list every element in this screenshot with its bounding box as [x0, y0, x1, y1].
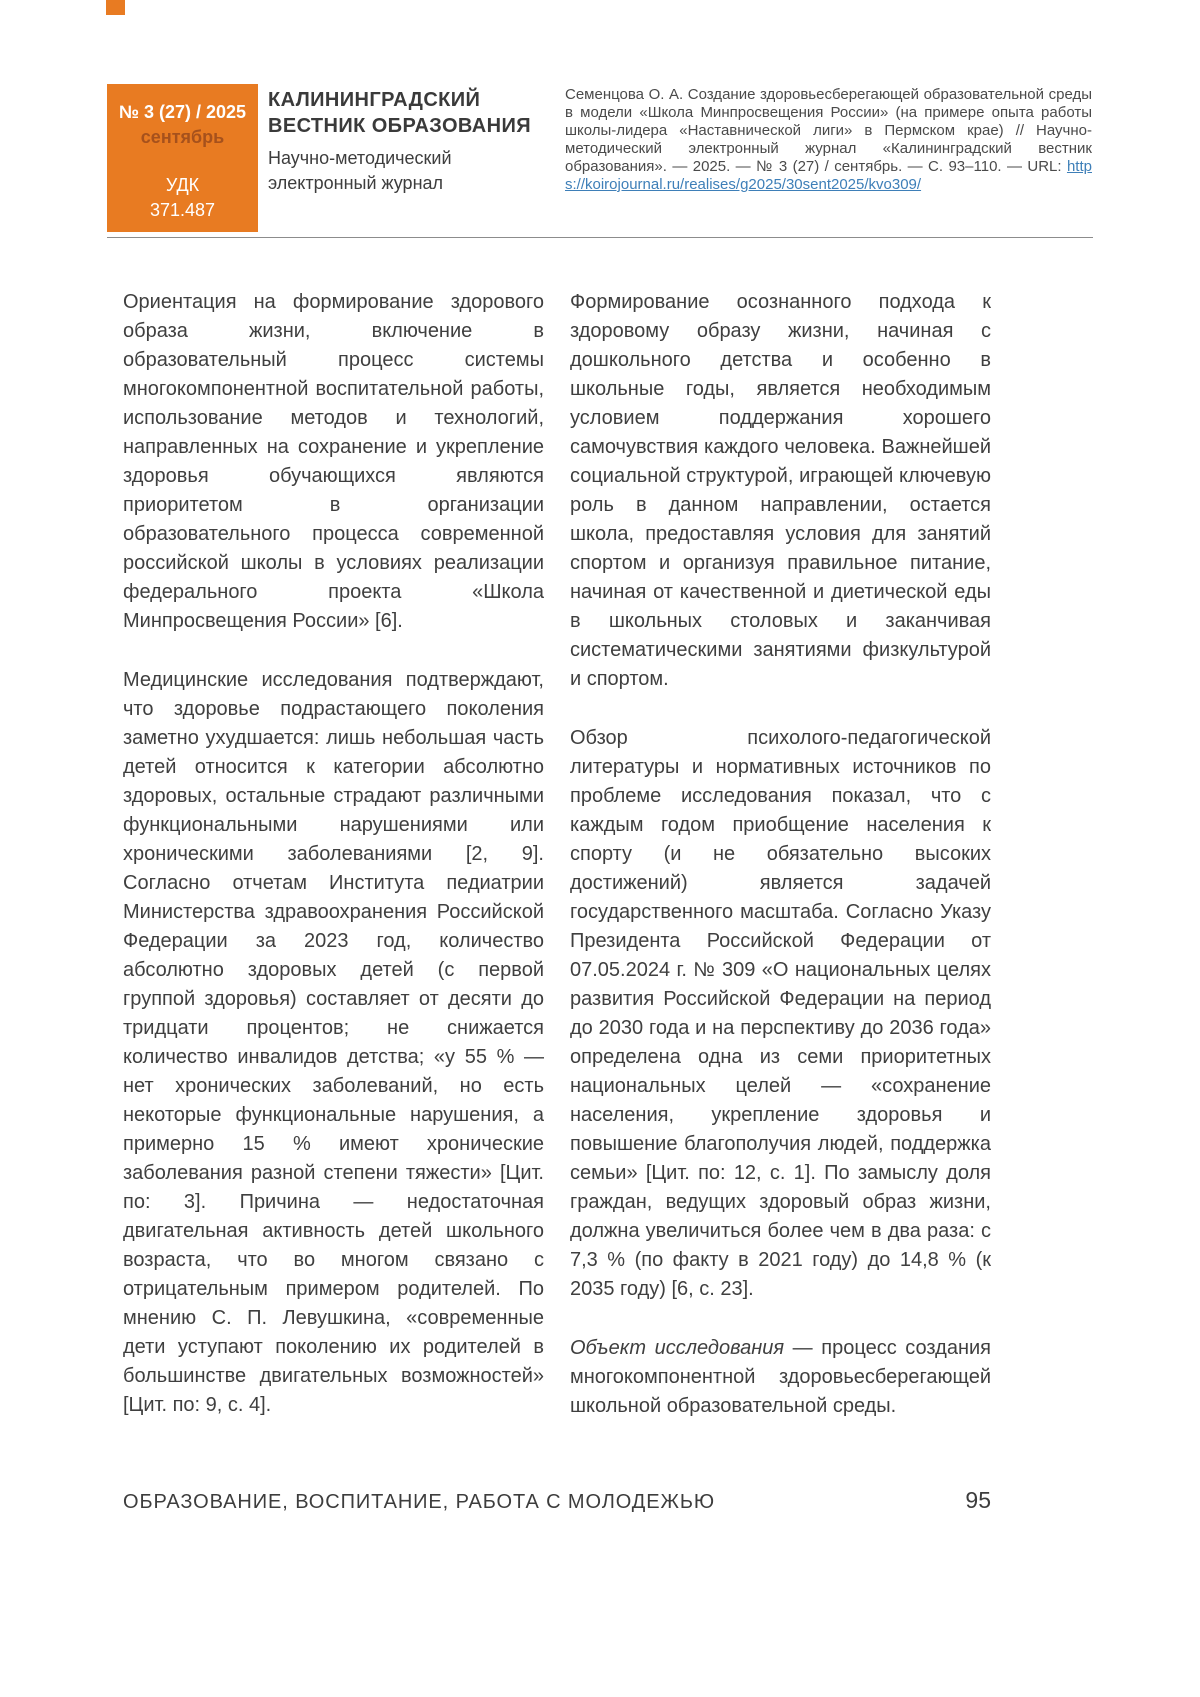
right-column [570, 288, 991, 1421]
udc-label: УДК [165, 175, 200, 195]
paragraph-object-of-research [570, 1334, 991, 1421]
issue-number: № 3 (27) / 2025 [118, 102, 247, 122]
paragraph: Медицинские исследования подтверждают, что здоровье подрастающего поколения заметно ухудшается: лишь небольшая часть детей относится к категории абсолютно здоровых, остальные страдают различными функциональными нарушениями или хроническими заболеваниями [2, 9]. Согласно отчетам Института педиатрии Министерства здравоохранения Российской Федерации за 2023 год, количество абсолютно здоровых детей (с первой группой здоровья) составляет от десяти до тридцати процентов; не снижается количество инвалидов детства; «у 55 % — нет хронических заболеваний, но есть некоторые функциональные нарушения, а примерно 15 % имеют хронические заболевания разной степени тяжести» [Цит. по: 3]. Причина — недостаточная двигательная активность детей школьного возраста, что во многом связано с отрицательным примером родителей. По мнению С. П. Левушкина, «современные дети уступают поколению их родителей в большинстве двигательных возможностей» [Цит. по: 9, с. 4]. [123, 669, 544, 1416]
udc-number: 371.487 [149, 200, 216, 220]
paragraph: Ориентация на формирование здорового образа жизни, включение в образовательный процесс системы многокомпонентной воспитательной работы, использование методов и технологий, направленных на сохранение и укрепление здоровья обучающихся являются приоритетом в организации образовательного процесса современной российской школы в условиях реализации федерального проекта «Школа Минпросвещения России» [6]. [123, 291, 544, 632]
object-rest: — процесс создания многокомпонентной здоровьесберегающей школьной образовательной среды. [570, 1337, 991, 1417]
top-left-orange-mark [106, 0, 125, 15]
issue-month: сентябрь [140, 127, 225, 147]
left-column [123, 288, 544, 1421]
page-footer [123, 1487, 991, 1514]
journal-title-line2: ВЕСТНИК ОБРАЗОВАНИЯ [268, 115, 531, 137]
journal-info [268, 87, 548, 196]
citation-text: Семенцова О. А. Создание здоровьесберегающей образовательной среды в модели «Школа Минпросвещения России» (на примере опыта работы школы-лидера «Наставнической лиги» в Пермском крае) // Научно-методический электронный журнал «Калининградский вестник образования». — 2025. — № 3 (27) / сентябрь. — С. 93–110. — URL: [565, 86, 1092, 175]
paragraph: Формирование осознанного подхода к здоровому образу жизни, начиная с дошкольного детства и особенно в школьные годы, является необходимым условием поддержания хорошего самочувствия каждого человека. Важнейшей социальной структурой, играющей ключевую роль в данном направлении, остается школа, предоставляя условия для занятий спортом и организуя правильное питание, начиная от качественной и диетической еды в школьных столовых и заканчивая систематическими занятиями физкультурой и спортом. [570, 291, 991, 690]
footer-section-title: ОБРАЗОВАНИЕ, ВОСПИТАНИЕ, РАБОТА С МОЛОДЕЖЬЮ [123, 1491, 715, 1513]
paragraph: Обзор психолого-педагогической литературы и нормативных источников по проблеме исследования показал, что с каждым годом приобщение населения к спорту (и не обязательно высоких достижений) является задачей государственного масштаба. Согласно Указу Президента Российской Федерации от 07.05.2024 г. № 309 «О национальных целях развития Российской Федерации на период до 2030 года и на перспективу до 2036 года» определена одна из семи приоритетных национальных целей — «сохранение населения, укрепление здоровья и повышение благополучия людей, поддержка семьи» [Цит. по: 12, с. 1]. По замыслу доля граждан, ведущих здоровый образ жизни, должна увеличиться более чем в два раза: с 7,3 % (по факту в 2021 году) до 14,8 % (к 2035 году) [6, с. 23]. [570, 727, 991, 1300]
object-term: Объект исследования [570, 1337, 785, 1359]
journal-subtitle-line1: Научно-методический [268, 148, 452, 168]
footer-page-number: 95 [965, 1487, 991, 1513]
journal-title-line1: КАЛИНИНГРАДСКИЙ [268, 89, 481, 111]
citation-block [565, 86, 1092, 194]
article-body [123, 288, 991, 1421]
header-divider [107, 237, 1093, 238]
journal-subtitle [268, 146, 548, 196]
issue-box [107, 84, 258, 232]
udc-block [117, 173, 248, 223]
journal-title [268, 87, 548, 139]
journal-subtitle-line2: электронный журнал [268, 173, 444, 193]
citation-url-link[interactable]: https://koirojournal.ru/realises/g2025/30sent2025/kvo309/ [565, 158, 1092, 193]
